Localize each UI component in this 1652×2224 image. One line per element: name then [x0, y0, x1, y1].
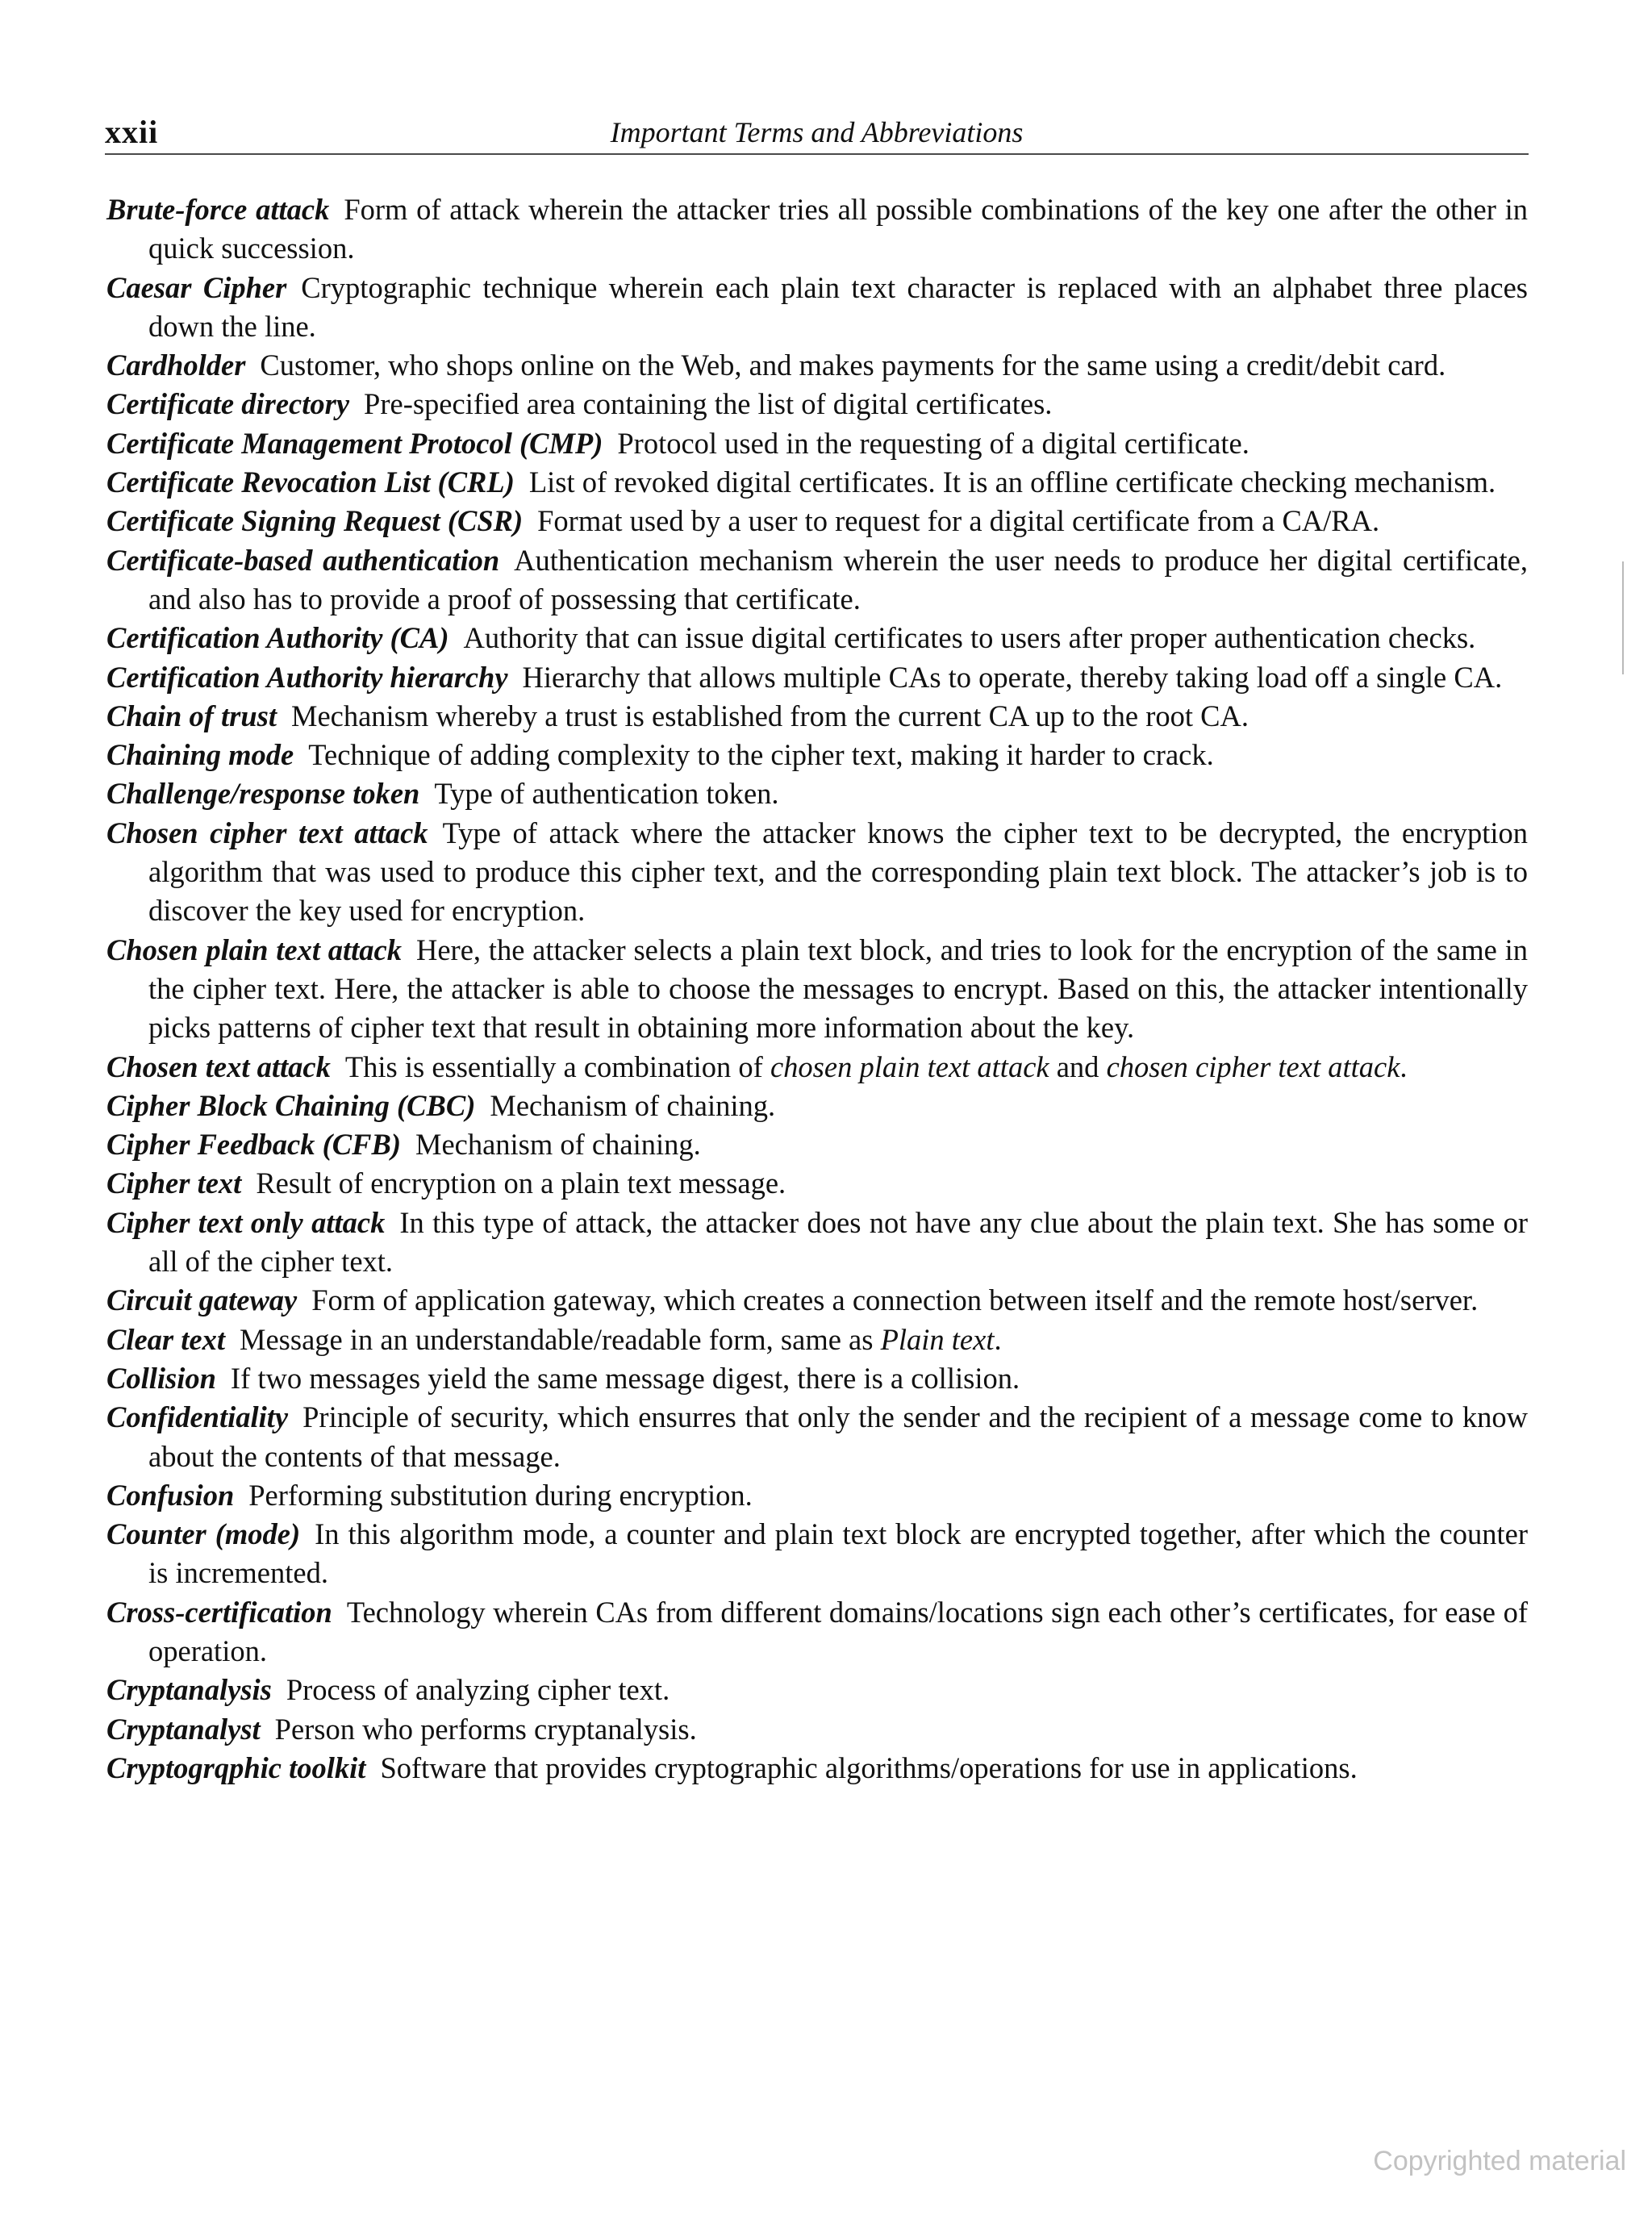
definition-text: Result of encryption on a plain text message. [256, 1166, 786, 1200]
glossary-definition [529, 465, 1496, 499]
glossary-term: Cipher text [106, 1166, 242, 1200]
glossary-definition [148, 1517, 1528, 1589]
glossary-definition [148, 193, 1528, 265]
glossary-term: Chaining mode [106, 738, 294, 772]
glossary-entry [106, 1671, 1528, 1709]
glossary-entry [106, 931, 1528, 1048]
definition-text: Format used by a user to request for a digital certificate from a CA/RA. [537, 504, 1380, 538]
glossary-definition [415, 1128, 701, 1161]
glossary-definition [617, 427, 1249, 460]
glossary-term: Caesar Cipher [106, 270, 287, 304]
definition-text: Authority that can issue digital certificates to users after proper authentication checks. [463, 621, 1476, 655]
glossary-definition [364, 387, 1052, 420]
definition-text: Form of attack wherein the attacker tries all possible combinations of the key one after the other in quick succession. [148, 193, 1528, 265]
page-number: xxii [105, 114, 159, 150]
definition-text: Software that provides cryptographic algorithms/operations for use in applications. [380, 1750, 1358, 1784]
glossary-definition [311, 1283, 1478, 1316]
definition-text: In this algorithm mode, a counter and plain text block are encrypted together, after which the counter is incremented. [148, 1517, 1528, 1590]
glossary-entry [106, 814, 1528, 931]
glossary-definition [256, 1166, 786, 1200]
glossary-entry [106, 541, 1528, 620]
glossary-term: Cipher text only attack [106, 1205, 386, 1239]
glossary-definition [523, 661, 1503, 694]
glossary-term: Certificate-based authentication [106, 543, 500, 577]
glossary-definition [490, 1089, 775, 1122]
glossary-term: Brute-force attack [106, 193, 330, 226]
glossary-term: Chosen plain text attack [106, 933, 402, 966]
glossary-entry [106, 1281, 1528, 1320]
glossary-definition [148, 1400, 1528, 1472]
definition-text: Cryptographic technique wherein each plain text character is replaced with an alphabet three places down the line. [148, 270, 1528, 343]
glossary-entry [106, 1204, 1528, 1282]
glossary-entry [106, 1321, 1528, 1359]
glossary-term: Certificate directory [106, 387, 350, 421]
glossary-definition [260, 348, 1446, 382]
glossary-term: Confidentiality [106, 1400, 289, 1434]
definition-text: This is essentially a combination of [344, 1049, 770, 1083]
definition-text: Mechanism of chaining. [415, 1128, 701, 1162]
glossary-term: Certificate Signing Request (CSR) [106, 504, 524, 538]
glossary-entry [106, 774, 1528, 813]
definition-text: Type of authentication token. [434, 777, 779, 811]
glossary-definition [240, 1323, 1002, 1356]
glossary-term: Cardholder [106, 348, 246, 382]
definition-text: Customer, who shops online on the Web, and makes payments for the same using a credit/debit card. [260, 348, 1446, 382]
definition-text: Form of application gateway, which creates a connection between itself and the remote host/server. [311, 1283, 1479, 1317]
glossary-definition [248, 1479, 753, 1512]
glossary-entry [106, 1164, 1528, 1203]
glossary-term: Cryptanalysis [106, 1673, 272, 1707]
glossary-term: Challenge/response token [106, 777, 420, 811]
page-header [105, 111, 1529, 155]
glossary-term: Cipher Block Chaining (CBC) [106, 1088, 476, 1122]
definition-text: Mechanism of chaining. [490, 1088, 776, 1122]
glossary-term: Certification Authority (CA) [106, 621, 449, 655]
definition-text: In this type of attack, the attacker does not have any clue about the plain text. She has some or all of the cipher text. [148, 1205, 1528, 1279]
copyright-watermark: Copyrighted material [1373, 2146, 1626, 2176]
definition-text: Message in an understandable/readable form, same as [240, 1322, 881, 1356]
definition-emphasis: Plain text [880, 1322, 995, 1356]
glossary-term: Certificate Management Protocol (CMP) [106, 426, 603, 460]
glossary-definition [231, 1362, 1020, 1395]
definition-text: Authentication mechanism wherein the user needs to produce her digital certificate, and also has to provide a proof of possessing that certificate. [148, 543, 1528, 615]
glossary-entry [106, 1398, 1528, 1476]
definition-text: Type of attack where the attacker knows the cipher text to be decrypted, the encryption algorithm that was used to produce this cipher text, and the corresponding plain text block. The attacker’s job is to discover the key used for encryption. [148, 816, 1529, 928]
glossary-entry [106, 1359, 1528, 1398]
glossary-entry [106, 502, 1528, 540]
glossary-definition [380, 1751, 1357, 1784]
glossary-definition [345, 1050, 1408, 1083]
definition-text: and [1049, 1049, 1107, 1083]
definition-text: Person who performs cryptanalysis. [274, 1712, 697, 1746]
glossary-term: Chain of trust [106, 699, 277, 732]
glossary-entry [106, 697, 1528, 736]
glossary-entry [106, 658, 1528, 697]
glossary-term: Cryptanalyst [106, 1712, 261, 1746]
definition-text: Pre-specified area containing the list of digital certificates. [364, 387, 1053, 421]
scan-mark [1622, 561, 1624, 674]
definition-text: Process of analyzing cipher text. [286, 1673, 670, 1707]
glossary-term: Confusion [106, 1478, 235, 1512]
glossary-entry [106, 1515, 1528, 1593]
glossary-term: Circuit gateway [106, 1283, 298, 1317]
running-title: Important Terms and Abbreviations [610, 116, 1024, 148]
glossary-term: Cipher Feedback (CFB) [106, 1128, 401, 1162]
glossary-term: Cryptogrqphic toolkit [106, 1750, 366, 1784]
definition-text: . [994, 1322, 1002, 1356]
glossary-definition [537, 504, 1379, 537]
glossary-entry [106, 463, 1528, 502]
glossary-entry [106, 385, 1528, 424]
glossary-definition [148, 1596, 1528, 1667]
glossary-entry [106, 1087, 1528, 1125]
definition-text: List of revoked digital certificates. It is an offline certificate checking mechanism. [528, 465, 1496, 499]
glossary-term: Clear text [106, 1322, 225, 1356]
glossary-definition [275, 1713, 697, 1746]
glossary-entry [106, 1048, 1528, 1087]
definition-text: Here, the attacker selects a plain text block, and tries to look for the encryption of the same in the cipher text. Here, the attacker is able to choose the messages to encrypt. Based on this, the attacker intentionally picks patterns of cipher text that result in obtaining more information about the key. [148, 933, 1528, 1045]
definition-emphasis: chosen plain text attack [770, 1049, 1049, 1083]
definition-text: Hierarchy that allows multiple CAs to operate, thereby taking load off a single CA. [522, 660, 1503, 694]
glossary-definition [464, 621, 1476, 654]
glossary-entry [106, 346, 1528, 385]
definition-text: Performing substitution during encryption. [248, 1478, 753, 1512]
glossary-term: Chosen cipher text attack [106, 816, 428, 849]
glossary-list [106, 190, 1528, 1788]
glossary-term: Certificate Revocation List (CRL) [106, 465, 515, 499]
definition-text: Technology wherein CAs from different domains/locations sign each other’s certificates, for ease of operation. [148, 1595, 1528, 1667]
glossary-entry [106, 424, 1528, 463]
glossary-definition [308, 738, 1213, 771]
definition-emphasis: chosen cipher text attack [1106, 1049, 1400, 1083]
glossary-term: Collision [106, 1361, 216, 1395]
glossary-entry [106, 269, 1528, 347]
glossary-entry [106, 1476, 1528, 1515]
glossary-definition [434, 777, 778, 810]
glossary-term: Certification Authority hierarchy [106, 660, 508, 694]
definition-text: Principle of security, which ensurres that only the sender and the recipient of a message come to know about the contents of that message. [148, 1400, 1528, 1473]
glossary-entry [106, 1593, 1528, 1671]
glossary-entry [106, 736, 1528, 774]
glossary-term: Chosen text attack [106, 1049, 331, 1083]
glossary-entry [106, 1125, 1528, 1164]
glossary-entry [106, 1710, 1528, 1749]
glossary-entry [106, 1749, 1528, 1788]
glossary-entry [106, 619, 1528, 657]
glossary-entry [106, 190, 1528, 269]
glossary-term: Counter (mode) [106, 1517, 301, 1551]
glossary-definition [148, 271, 1528, 343]
glossary-definition [286, 1673, 670, 1706]
definition-text: Protocol used in the requesting of a digital certificate. [617, 426, 1249, 460]
definition-text: If two messages yield the same message digest, there is a collision. [230, 1361, 1020, 1395]
definition-text: Mechanism whereby a trust is established from the current CA up to the root CA. [290, 699, 1249, 732]
glossary-definition [291, 699, 1249, 732]
definition-text: Technique of adding complexity to the cipher text, making it harder to crack. [308, 738, 1214, 772]
glossary-term: Cross-certification [106, 1595, 332, 1629]
definition-text: . [1400, 1049, 1408, 1083]
